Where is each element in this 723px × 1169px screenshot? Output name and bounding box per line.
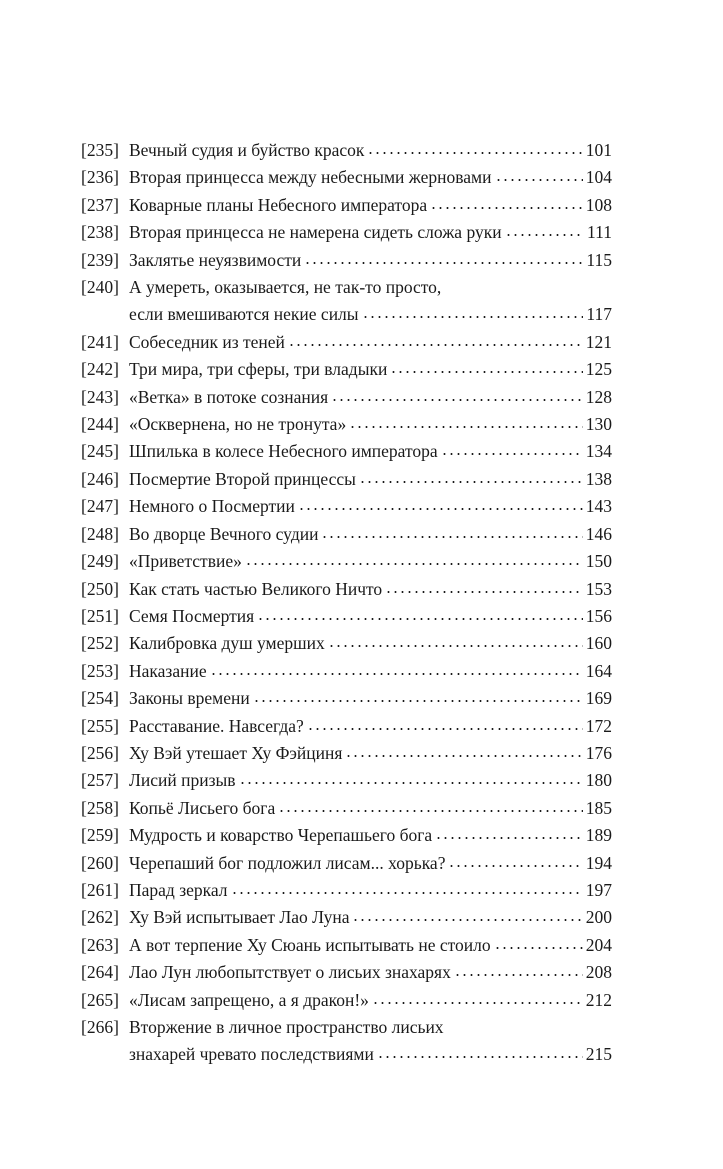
dot-leader xyxy=(257,603,583,621)
chapter-title-last-line xyxy=(129,1041,612,1068)
chapter-title-last-line xyxy=(129,767,612,794)
chapter-title-last-line xyxy=(129,987,612,1014)
chapter-title-last-line xyxy=(129,301,612,328)
chapter-title-last-line xyxy=(129,850,612,877)
chapter-title-line: Вторжение в личное пространство лисьих xyxy=(129,1017,444,1037)
chapter-title-block xyxy=(129,713,612,740)
chapter-number: [265] xyxy=(81,989,119,1010)
dot-leader xyxy=(321,521,582,539)
page-number: 172 xyxy=(585,715,612,736)
chapter-title-block xyxy=(129,603,612,630)
chapter-title: «Приветствие» xyxy=(129,551,242,572)
chapter-number: [235] xyxy=(81,140,119,160)
chapter-title-block xyxy=(129,466,612,493)
chapter-title: «Ветка» в потоке сознания xyxy=(129,386,329,407)
chapter-number: [263] xyxy=(81,934,119,955)
page-number: 134 xyxy=(585,441,612,462)
chapter-title: Копьё Лисьего бога xyxy=(129,797,276,818)
chapter-number: [252] xyxy=(81,633,119,654)
dot-leader xyxy=(345,740,582,758)
chapter-number: [248] xyxy=(81,523,119,544)
dot-leader xyxy=(304,247,583,265)
dot-leader xyxy=(495,165,583,183)
chapter-title-last-line xyxy=(129,466,612,493)
chapter-number: [261] xyxy=(81,879,119,900)
chapter-number: [256] xyxy=(81,742,119,763)
chapter-title-block xyxy=(129,987,612,1014)
chapter-number: [247] xyxy=(81,496,119,517)
dot-leader xyxy=(349,412,583,430)
page-number: 111 xyxy=(587,222,612,243)
chapter-title: Лао Лун любопытствует о лисьих знахарях xyxy=(129,962,451,983)
dot-leader xyxy=(377,1042,583,1060)
chapter-title: Заклятье неуязвимости xyxy=(129,249,302,270)
toc-entry xyxy=(81,932,612,959)
chapter-title-last-line xyxy=(129,219,612,246)
chapter-title: Вторая принцесса между небесными жерновами xyxy=(129,167,492,188)
dot-leader xyxy=(359,466,583,484)
chapter-title: Парад зеркал xyxy=(129,879,228,900)
page-number: 160 xyxy=(585,633,612,654)
chapter-title-block xyxy=(129,822,612,849)
chapter-title: Шпилька в колесе Небесного императора xyxy=(129,441,438,462)
chapter-title-block xyxy=(129,438,612,465)
dot-leader xyxy=(307,713,583,731)
chapter-number: [250] xyxy=(81,578,119,599)
dot-leader xyxy=(367,138,582,156)
page-number: 153 xyxy=(585,578,612,599)
chapter-title-block xyxy=(129,219,612,246)
chapter-title-last-line xyxy=(129,384,612,411)
chapter-number: [249] xyxy=(81,551,119,572)
page-number: 208 xyxy=(585,962,612,983)
chapter-title-last-line xyxy=(129,356,612,383)
toc-entry xyxy=(81,466,612,493)
chapter-title-block xyxy=(129,192,612,219)
chapter-title: Вторая принцесса не намерена сидеть сложа руки xyxy=(129,222,502,243)
dot-leader xyxy=(278,795,582,813)
chapter-title-block xyxy=(129,795,612,822)
page-number: 125 xyxy=(585,359,612,380)
chapter-number: [241] xyxy=(81,331,119,352)
chapter-title: Немного о Посмертии xyxy=(129,496,295,517)
chapter-title-block xyxy=(129,658,612,685)
chapter-number: [260] xyxy=(81,852,119,873)
page-number: 104 xyxy=(585,167,612,188)
chapter-title-last-line xyxy=(129,192,612,219)
chapter-title-block xyxy=(129,411,612,438)
chapter-title-block xyxy=(129,904,612,931)
page-number: 128 xyxy=(585,386,612,407)
chapter-number: [240] xyxy=(81,277,119,298)
page-number: 150 xyxy=(585,551,612,572)
page-number: 117 xyxy=(586,304,612,325)
toc-entry xyxy=(81,137,612,164)
dot-leader xyxy=(231,877,583,895)
chapter-title: Собеседник из теней xyxy=(129,331,285,352)
chapter-number: [255] xyxy=(81,715,119,736)
dot-leader xyxy=(210,658,583,676)
chapter-title-block xyxy=(129,767,612,794)
table-of-contents xyxy=(81,137,612,1069)
toc-entry xyxy=(81,1014,612,1069)
toc-entry xyxy=(81,850,612,877)
chapter-title-last-line xyxy=(129,959,612,986)
page-number: 115 xyxy=(586,249,612,270)
dot-leader xyxy=(390,357,582,375)
toc-entry xyxy=(81,904,612,931)
chapter-title-line: А умереть, оказывается, не так-то просто, xyxy=(129,277,442,298)
dot-leader xyxy=(505,220,584,238)
chapter-number: [266] xyxy=(81,1017,119,1037)
chapter-title-last-line xyxy=(129,137,612,164)
chapter-title: Калибровка душ умерших xyxy=(129,633,325,654)
chapter-number: [244] xyxy=(81,414,119,435)
toc-entry xyxy=(81,411,612,438)
toc-entry xyxy=(81,521,612,548)
chapter-title: Коварные планы Небесного императора xyxy=(129,194,428,215)
page-number: 197 xyxy=(585,879,612,900)
chapter-title-last-line xyxy=(129,438,612,465)
chapter-title-last-line xyxy=(129,932,612,959)
chapter-title-last-line xyxy=(129,713,612,740)
chapter-title-block xyxy=(129,493,612,520)
page-number: 212 xyxy=(585,989,612,1010)
chapter-title: Ху Вэй испытывает Лао Луна xyxy=(129,907,350,928)
dot-leader xyxy=(245,549,583,567)
dot-leader xyxy=(288,329,583,347)
chapter-number: [262] xyxy=(81,907,119,928)
page-number: 176 xyxy=(585,742,612,763)
dot-leader xyxy=(494,932,583,950)
toc-entry xyxy=(81,658,612,685)
toc-entry xyxy=(81,576,612,603)
toc-entry xyxy=(81,767,612,794)
chapter-title-block xyxy=(129,274,612,329)
chapter-title: Как стать частью Великого Ничто xyxy=(129,578,383,599)
toc-entry xyxy=(81,192,612,219)
toc-entry xyxy=(81,274,612,329)
chapter-title: Во дворце Вечного судии xyxy=(129,523,319,544)
chapter-title-block xyxy=(129,521,612,548)
toc-entry xyxy=(81,630,612,657)
toc-entry xyxy=(81,438,612,465)
dot-leader xyxy=(253,686,583,704)
dot-leader xyxy=(454,960,583,978)
chapter-title-block xyxy=(129,576,612,603)
dot-leader xyxy=(331,384,583,402)
toc-entry xyxy=(81,493,612,520)
toc-entry xyxy=(81,795,612,822)
page-number: 200 xyxy=(585,907,612,928)
page-number: 180 xyxy=(585,770,612,791)
chapter-title: А вот терпение Ху Сюань испытывать не стоило xyxy=(129,934,491,955)
chapter-number: [264] xyxy=(81,962,119,983)
chapter-title-last-line xyxy=(129,576,612,603)
chapter-title-last-line xyxy=(129,411,612,438)
chapter-title-block xyxy=(129,548,612,575)
chapter-title-last-line xyxy=(129,329,612,356)
dot-leader xyxy=(385,576,583,594)
chapter-number: [242] xyxy=(81,359,119,380)
chapter-title-last-line xyxy=(129,603,612,630)
toc-entry xyxy=(81,164,612,191)
chapter-title: «Осквернена, но не тронута» xyxy=(129,414,347,435)
chapter-number: [251] xyxy=(81,605,119,626)
page-number: 130 xyxy=(585,414,612,435)
toc-entry xyxy=(81,740,612,767)
page-number: 146 xyxy=(585,523,612,544)
chapter-number: [253] xyxy=(81,660,119,681)
toc-entry xyxy=(81,548,612,575)
chapter-title-block xyxy=(129,356,612,383)
chapter-title-block xyxy=(129,850,612,877)
chapter-title: если вмешиваются некие силы xyxy=(129,304,359,325)
chapter-title-last-line xyxy=(129,740,612,767)
chapter-title-block xyxy=(129,932,612,959)
chapter-title-block xyxy=(129,137,612,164)
chapter-title-block xyxy=(129,877,612,904)
chapter-title: Посмертие Второй принцессы xyxy=(129,468,356,489)
chapter-title: «Лисам запрещено, а я дракон!» xyxy=(129,989,369,1010)
toc-entry xyxy=(81,713,612,740)
chapter-title-last-line xyxy=(129,904,612,931)
toc-entry xyxy=(81,987,612,1014)
chapter-number: [243] xyxy=(81,386,119,407)
chapter-title-last-line xyxy=(129,521,612,548)
dot-leader xyxy=(352,905,582,923)
dot-leader xyxy=(372,987,583,1005)
chapter-number: [236] xyxy=(81,167,119,188)
dot-leader xyxy=(430,192,583,210)
dot-leader xyxy=(328,631,583,649)
toc-entry xyxy=(81,685,612,712)
page-number: 194 xyxy=(585,852,612,873)
chapter-title-block xyxy=(129,164,612,191)
chapter-number: [259] xyxy=(81,825,119,846)
toc-entry xyxy=(81,219,612,246)
page-number: 143 xyxy=(585,496,612,517)
chapter-title-last-line xyxy=(129,247,612,274)
chapter-number: [238] xyxy=(81,222,119,243)
chapter-title-last-line xyxy=(129,877,612,904)
chapter-title-block xyxy=(129,959,612,986)
chapter-title: Вечный судия и буйство красок xyxy=(129,140,365,160)
chapter-title-block xyxy=(129,630,612,657)
chapter-number: [246] xyxy=(81,468,119,489)
toc-entry xyxy=(81,247,612,274)
chapter-title-last-line xyxy=(129,685,612,712)
toc-entry xyxy=(81,329,612,356)
dot-leader xyxy=(441,439,583,457)
chapter-title-block xyxy=(129,1014,612,1069)
chapter-title: знахарей чревато последствиями xyxy=(129,1044,374,1065)
chapter-title-last-line xyxy=(129,164,612,191)
chapter-title: Законы времени xyxy=(129,688,250,709)
chapter-title-block xyxy=(129,384,612,411)
dot-leader xyxy=(239,768,583,786)
chapter-title-last-line xyxy=(129,795,612,822)
chapter-title: Расставание. Навсегда? xyxy=(129,715,304,736)
page-number: 156 xyxy=(585,605,612,626)
chapter-title-last-line xyxy=(129,630,612,657)
chapter-number: [254] xyxy=(81,688,119,709)
toc-entry xyxy=(81,822,612,849)
page-number: 108 xyxy=(585,194,612,215)
chapter-title-last-line xyxy=(129,548,612,575)
dot-leader xyxy=(435,823,583,841)
chapter-title-last-line xyxy=(129,658,612,685)
page-number: 215 xyxy=(585,1044,612,1065)
toc-entry xyxy=(81,384,612,411)
chapter-title: Наказание xyxy=(129,660,207,681)
toc-entry xyxy=(81,959,612,986)
chapter-number: [237] xyxy=(81,194,119,215)
chapter-title-block xyxy=(129,329,612,356)
page-number: 164 xyxy=(585,660,612,681)
chapter-title: Три мира, три сферы, три владыки xyxy=(129,359,388,380)
page-number: 169 xyxy=(585,688,612,709)
dot-leader xyxy=(448,850,582,868)
chapter-title-block xyxy=(129,685,612,712)
dot-leader xyxy=(362,302,584,320)
chapter-number: [257] xyxy=(81,770,119,791)
chapter-title-block xyxy=(129,740,612,767)
toc-entry xyxy=(81,356,612,383)
chapter-number: [258] xyxy=(81,797,119,818)
toc-entry xyxy=(81,603,612,630)
chapter-title: Мудрость и коварство Черепашьего бога xyxy=(129,825,433,846)
page-number: 189 xyxy=(585,825,612,846)
page-number: 101 xyxy=(585,140,612,160)
dot-leader xyxy=(298,494,583,512)
chapter-title: Ху Вэй утешает Ху Фэйциня xyxy=(129,742,343,763)
page-number: 138 xyxy=(585,468,612,489)
chapter-title: Семя Посмертия xyxy=(129,605,255,626)
chapter-title-last-line xyxy=(129,493,612,520)
page-number: 204 xyxy=(585,934,612,955)
chapter-title-block xyxy=(129,247,612,274)
chapter-title: Лисий призыв xyxy=(129,770,236,791)
chapter-title-last-line xyxy=(129,822,612,849)
chapter-title: Черепаший бог подложил лисам... хорька? xyxy=(129,852,446,873)
page-number: 185 xyxy=(585,797,612,818)
toc-entry xyxy=(81,877,612,904)
page-number: 121 xyxy=(585,331,612,352)
chapter-number: [245] xyxy=(81,441,119,462)
chapter-number: [239] xyxy=(81,249,119,270)
